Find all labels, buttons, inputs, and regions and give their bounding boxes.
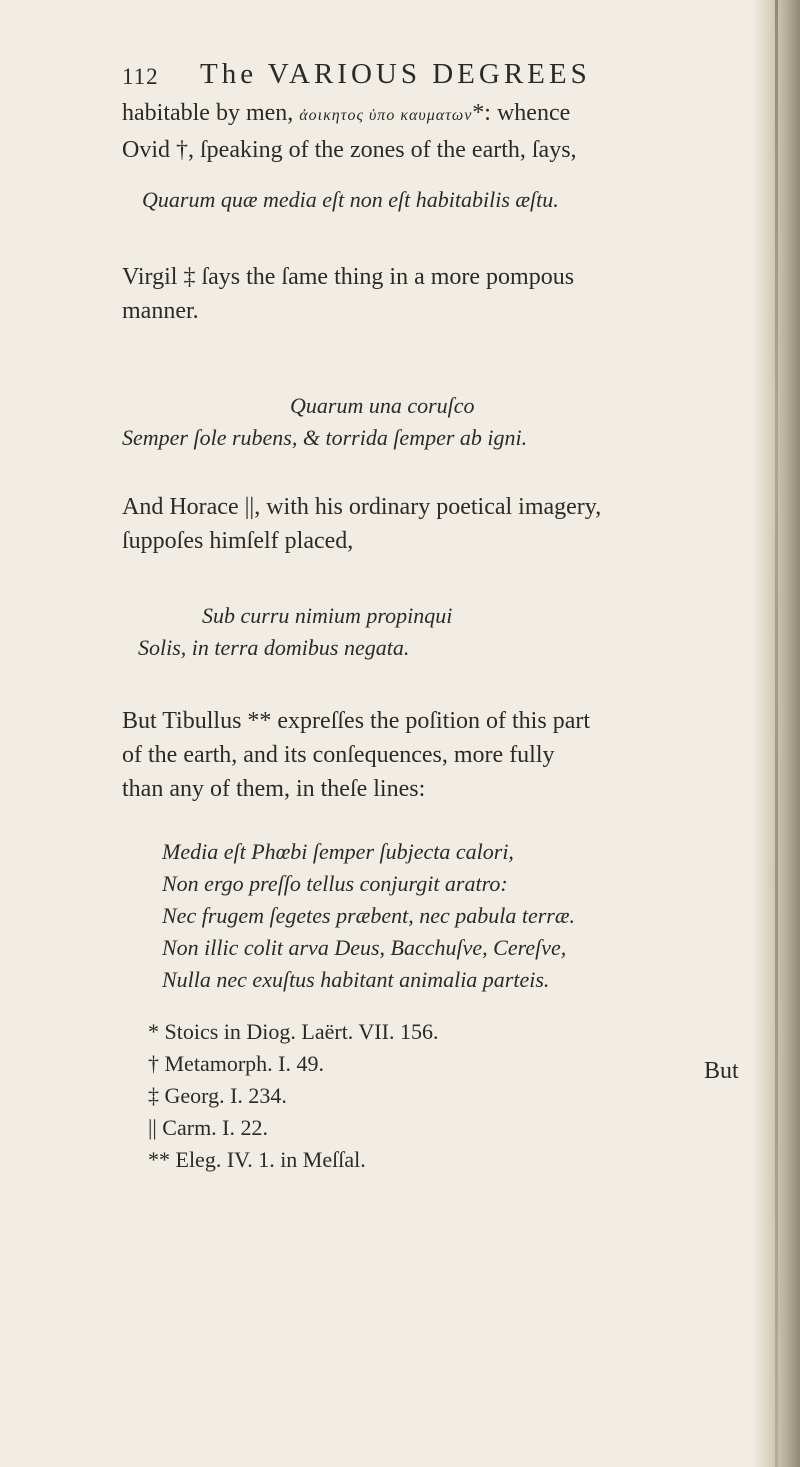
paragraph-4-line-2: of the earth, and its conſequences, more fully [122, 742, 555, 768]
footnote: ‡ Georg. I. 234. [148, 1083, 287, 1108]
paragraph-2-line-2: manner. [122, 298, 199, 324]
paragraph-1-line-1 [122, 96, 762, 133]
footnote: † Metamorph. I. 49. [148, 1051, 324, 1076]
paragraph-4-line-1: But Tibullus ** expreſſes the poſition of this part [122, 708, 590, 734]
page-number: 112 [122, 64, 159, 89]
quote-2 [122, 390, 762, 454]
quote-2-line-1: Quarum una coruſco [290, 393, 475, 418]
paragraph-3-line-1: And Horace ||, with his ordinary poetical imagery, [122, 494, 602, 520]
paragraph-3 [122, 490, 762, 558]
paragraph-2-line-1: Virgil ‡ ſays the ſame thing in a more pompous [122, 264, 575, 290]
running-title: The VARIOUS DEGREES [200, 58, 591, 90]
quote-4-line: Nulla nec exuſtus habitant animalia parteis. [162, 967, 550, 992]
paragraph-1-line-2: Ovid †, ſpeaking of the zones of the earth, ſays, [122, 137, 577, 163]
quote-1 [122, 184, 762, 216]
paragraph-1 [122, 96, 762, 167]
quote-4-line: Media eſt Phœbi ſemper ſubjecta calori, [162, 839, 514, 864]
quote-3-line-2: Solis, in terra domibus negata. [138, 635, 410, 660]
quote-4-line: Non illic colit arva Deus, Bacchuſve, Cereſve, [162, 935, 567, 960]
quote-4 [122, 836, 762, 996]
footnotes [148, 1016, 788, 1176]
line-text: *: whence [472, 100, 571, 126]
paragraph-3-line-2: ſuppoſes himſelf placed, [122, 528, 354, 554]
page-gutter-line [775, 0, 778, 1467]
quote-4-line: Non ergo preſſo tellus conjurgit aratro: [162, 871, 508, 896]
footnote: ** Eleg. IV. 1. in Meſſal. [148, 1147, 366, 1172]
quote-4-line: Nec frugem ſegetes præbent, nec pabula terræ. [162, 903, 576, 928]
catchword: But [704, 1058, 739, 1084]
footnote: || Carm. I. 22. [148, 1115, 269, 1140]
greek-phrase: ἀοικητος ὑπο καυματων [299, 107, 473, 124]
quote-3 [122, 600, 762, 664]
paragraph-4 [122, 704, 762, 806]
paragraph-2 [122, 260, 762, 328]
quote-3-line-1: Sub curru nimium propinqui [202, 603, 453, 628]
quote-1-line-1: Quarum quæ media eſt non eſt habitabilis æſtu. [142, 187, 559, 212]
paragraph-4-line-3: than any of them, in theſe lines: [122, 776, 426, 802]
footnote: * Stoics in Diog. Laërt. VII. 156. [148, 1019, 439, 1044]
page-header [122, 58, 762, 98]
line-text: habitable by men, [122, 100, 294, 126]
quote-2-line-2: Semper ſole rubens, & torrida ſemper ab igni. [122, 425, 528, 450]
